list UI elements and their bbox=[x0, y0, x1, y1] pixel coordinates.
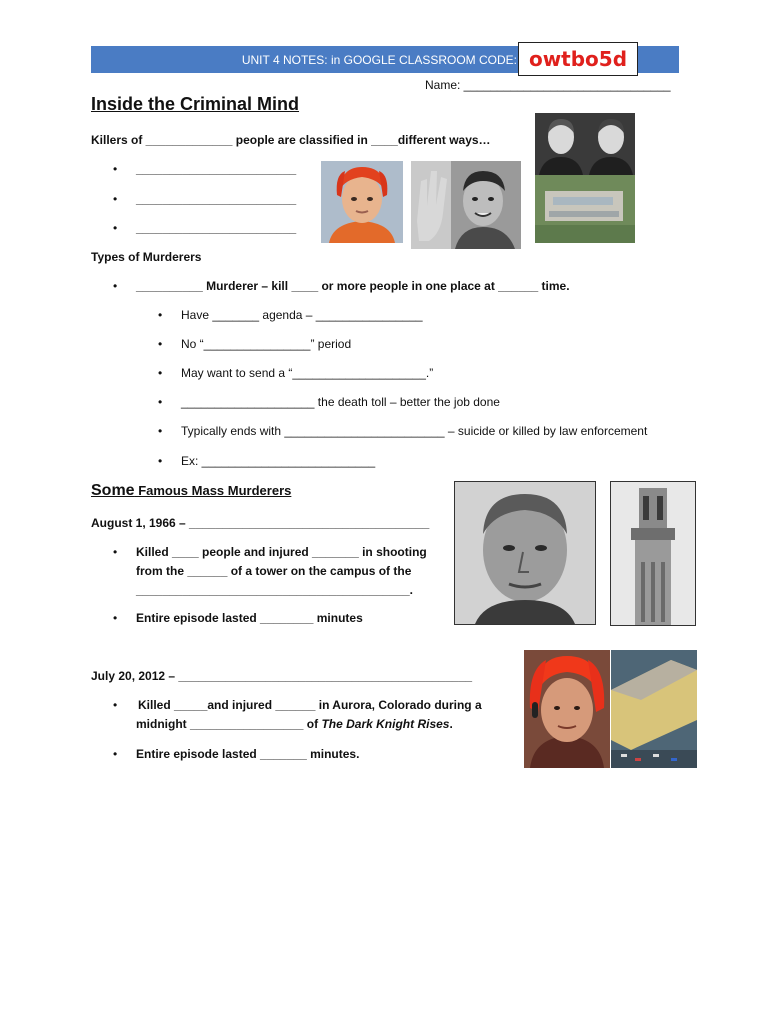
mass-murderer-definition: __________ Murderer – kill ____ or more people in one place at ______ time. bbox=[136, 279, 570, 293]
tower-photo bbox=[610, 481, 696, 626]
bullet-icon: • bbox=[113, 747, 118, 761]
bullet-icon: • bbox=[113, 192, 118, 206]
sub-point-5: Typically ends with ________________________ – suicide or killed by law enforcement bbox=[181, 424, 648, 438]
heading-rest: Famous Mass Murderers bbox=[134, 483, 292, 498]
event2-duration: Entire episode lasted _______ minutes. bbox=[136, 747, 360, 761]
bullet-icon: • bbox=[113, 545, 118, 559]
event2-detail-line1: Killed _____and injured ______ in Aurora, Colorado during a bbox=[138, 698, 482, 712]
bullet-icon: • bbox=[158, 337, 163, 351]
bw-portrait-photo bbox=[411, 161, 521, 249]
movie-title: The Dark Knight Rises bbox=[321, 717, 450, 731]
event1-detail-line3: _________________________________________. bbox=[136, 583, 413, 597]
mugshot-photo bbox=[321, 161, 403, 243]
event1-detail-line1: Killed ____ people and injured _______ in shooting bbox=[136, 545, 427, 559]
event1-duration: Entire episode lasted ________ minutes bbox=[136, 611, 363, 625]
aurora-shooter-photo bbox=[524, 650, 610, 768]
bullet-icon: • bbox=[158, 308, 163, 322]
classification-blank-3: ________________________ bbox=[136, 221, 297, 235]
sub-point-6: Ex: __________________________ bbox=[181, 454, 376, 468]
1966-shooter-photo bbox=[454, 481, 596, 625]
types-heading: Types of Murderers bbox=[91, 250, 202, 264]
sub-point-1: Have _______ agenda – ________________ bbox=[181, 308, 423, 322]
bullet-icon: • bbox=[113, 611, 118, 625]
bullet-icon: • bbox=[113, 279, 118, 293]
event2-detail-post: . bbox=[449, 717, 453, 731]
theater-aerial-photo bbox=[611, 650, 697, 768]
page-title: Inside the Criminal Mind bbox=[91, 94, 300, 114]
school-shooters-photo bbox=[535, 113, 635, 243]
sub-point-2: No “________________” period bbox=[181, 337, 352, 351]
sub-point-3: May want to send a “____________________.” bbox=[181, 366, 434, 380]
name-field-line: Name: _______________________________ bbox=[425, 78, 671, 92]
event2-detail-line2 bbox=[136, 717, 453, 731]
event2-detail-pre: midnight _________________ of bbox=[136, 717, 322, 731]
classroom-code: owtbo5d bbox=[518, 42, 638, 76]
event2-date: July 20, 2012 – ____________________________________________ bbox=[91, 669, 473, 683]
bullet-icon: • bbox=[158, 454, 163, 468]
classification-blank-2: ________________________ bbox=[136, 192, 297, 206]
heading-emphasis: Some bbox=[91, 482, 135, 499]
bullet-icon: • bbox=[158, 366, 163, 380]
bullet-icon: • bbox=[113, 698, 118, 712]
intro-line: Killers of _____________ people are classified in ____different ways… bbox=[91, 133, 491, 147]
header-text: UNIT 4 NOTES: in GOOGLE CLASSROOM CODE: bbox=[241, 53, 517, 67]
bullet-icon: • bbox=[158, 395, 163, 409]
classification-blank-1: ________________________ bbox=[136, 162, 297, 176]
bullet-icon: • bbox=[113, 162, 118, 176]
event1-date: August 1, 1966 – ____________________________________ bbox=[91, 516, 430, 530]
event1-detail-line2: from the ______ of a tower on the campus of the bbox=[136, 564, 412, 578]
sub-point-4: ____________________ the death toll – better the job done bbox=[181, 395, 500, 409]
bullet-icon: • bbox=[113, 221, 118, 235]
bullet-icon: • bbox=[158, 424, 163, 438]
famous-murderers-heading bbox=[91, 482, 291, 500]
